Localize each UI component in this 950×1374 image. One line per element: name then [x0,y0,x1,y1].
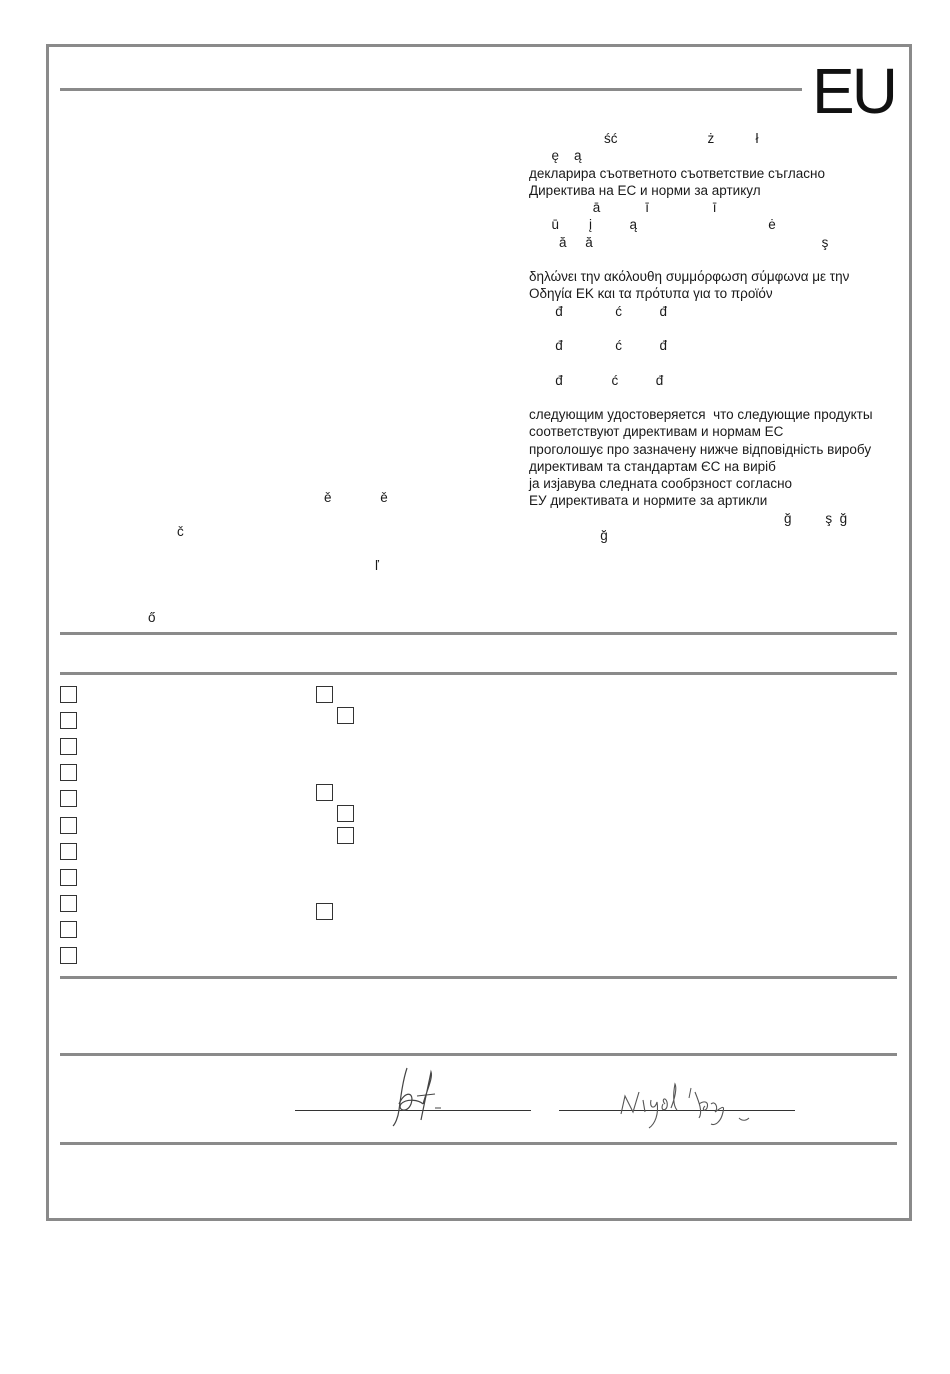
declaration-line: Директива на ЕС и норми за артикул [529,182,761,198]
declaration-line: Οδηγία ΕΚ και τα πρότυπα για το προϊόν [529,286,773,302]
left-fragment-l-caron: ľ [375,558,379,573]
directive-group-checkbox-1[interactable] [316,686,333,703]
left-fragment-c-caron: č [177,524,184,539]
directive-checkbox-6[interactable] [60,817,77,834]
declaration-line: ЕУ директивата и нормите за артикли [529,493,768,509]
declaration-line: ū į ą ė [529,217,776,233]
declaration-line: đ ć đ [529,338,668,353]
declaration-line: đ ć đ [529,372,664,388]
directive-checkbox-2[interactable] [60,712,77,729]
declaration-line: ğ [529,527,608,543]
section-rule-1 [60,632,897,635]
directive-sub-checkbox-1a[interactable] [337,707,354,724]
directive-group-checkbox-2[interactable] [316,784,333,801]
declaration-line: ść ż ł [529,131,759,146]
declaration-line: проголошує про зазначену нижче відповідність виробу [529,441,872,457]
directive-checkbox-8[interactable] [60,869,77,886]
left-fragment-o-double-acute: ő [148,610,156,625]
directive-sub-checkbox-2b[interactable] [337,827,354,844]
left-fragment-e-caron: ě ě [324,490,388,505]
directive-checkbox-10[interactable] [60,921,77,938]
section-rule-2 [60,672,897,675]
declaration-line: следующим удостоверяется что следующие продукты [529,407,873,422]
directive-checkbox-1[interactable] [60,686,77,703]
declaration-line: ă ă ş [529,234,829,250]
section-rule-4 [60,1053,897,1056]
declaration-line: đ ć đ [529,303,668,319]
directive-group-checkbox-3[interactable] [316,903,333,920]
signature-right-image [615,1078,755,1133]
directive-checkbox-9[interactable] [60,895,77,912]
signature-left-image [385,1060,455,1130]
directive-checkbox-4[interactable] [60,764,77,781]
eu-mark: EU [812,55,895,127]
declaration-line: директивам та стандартам ЄС на виріб [529,458,776,474]
directive-sub-checkbox-2a[interactable] [337,805,354,822]
directive-checkbox-5[interactable] [60,790,77,807]
declaration-line: ā ī ī [529,200,717,215]
header-rule [60,88,802,91]
section-rule-5 [60,1142,897,1145]
directive-checkbox-11[interactable] [60,947,77,964]
declaration-line: ę ą [529,148,582,164]
declaration-line: ја изјавува следната сообрзност согласно [529,476,793,491]
declaration-line: δηλώνει την ακόλουθη συμμόρφωση σύμφωνα με την [529,269,850,284]
declaration-line: ğ ş ğ [529,510,848,526]
directive-checkbox-3[interactable] [60,738,77,755]
declaration-line: соответствуют директивам и нормам ЕС [529,424,784,440]
section-rule-3 [60,976,897,979]
declaration-line: декларира съответното съответствие съгласно [529,165,825,181]
directive-checkbox-7[interactable] [60,843,77,860]
